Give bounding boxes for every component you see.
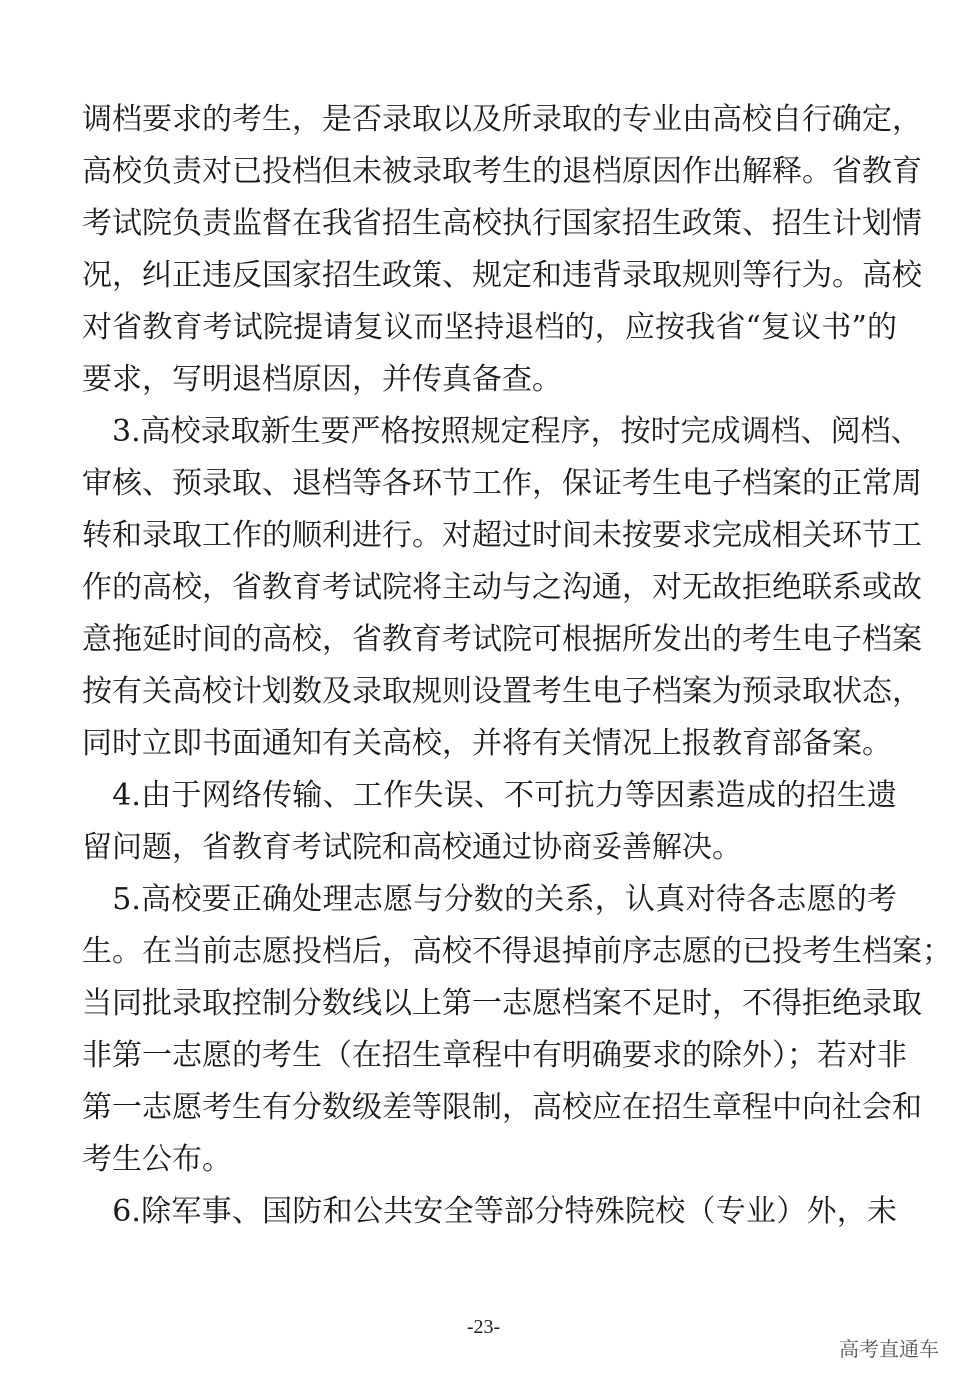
text-line: 考生公布。 [82,1142,232,1177]
text-line: 5.高校要正确处理志愿与分数的关系，认真对待各志愿的考 [82,882,897,917]
text-line: 同时立即书面通知有关高校，并将有关情况上报教育部备案。 [82,726,892,761]
text-line: 当同批录取控制分数线以上第一志愿档案不足时，不得拒绝录取 [82,986,922,1021]
text-line: 高校负责对已投档但未被录取考生的退档原因作出解释。省教育 [82,154,922,189]
text-line: 6.除军事、国防和公共安全等部分特殊院校（专业）外，未 [82,1194,897,1229]
text-line: 3.高校录取新生要严格按照规定程序，按时完成调档、阅档、 [82,414,921,449]
text-line: 审核、预录取、退档等各环节工作，保证考生电子档案的正常周 [82,466,922,501]
text-line: 留问题，省教育考试院和高校通过协商妥善解决。 [82,830,742,865]
text-line: 第一志愿考生有分数级差等限制，高校应在招生章程中向社会和 [82,1090,922,1125]
text-line: 考试院负责监督在我省招生高校执行国家招生政策、招生计划情 [82,206,922,241]
text-line: 4.由于网络传输、工作失误、不可抗力等因素造成的招生遗 [82,778,897,813]
text-line: 调档要求的考生，是否录取以及所录取的专业由高校自行确定， [82,102,922,137]
page-number: -23- [466,1316,501,1338]
text-line: 对省教育考试院提请复议而坚持退档的，应按我省“复议书”的 [82,310,897,345]
watermark: 高考直通车 [839,1337,939,1361]
text-line: 非第一志愿的考生（在招生章程中有明确要求的除外）；若对非 [82,1038,907,1073]
text-line: 生。在当前志愿投档后，高校不得退掉前序志愿的已投考生档案； [82,934,952,969]
text-line: 要求，写明退档原因，并传真备查。 [82,362,562,397]
text-line: 作的高校，省教育考试院将主动与之沟通，对无故拒绝联系或故 [82,570,922,605]
text-line: 按有关高校计划数及录取规则设置考生电子档案为预录取状态， [82,674,922,709]
text-line: 转和录取工作的顺利进行。对超过时间未按要求完成相关环节工 [82,518,922,553]
text-line: 况，纠正违反国家招生政策、规定和违背录取规则等行为。高校 [82,258,922,293]
text-line: 意拖延时间的高校，省教育考试院可根据所发出的考生电子档案 [82,622,922,657]
